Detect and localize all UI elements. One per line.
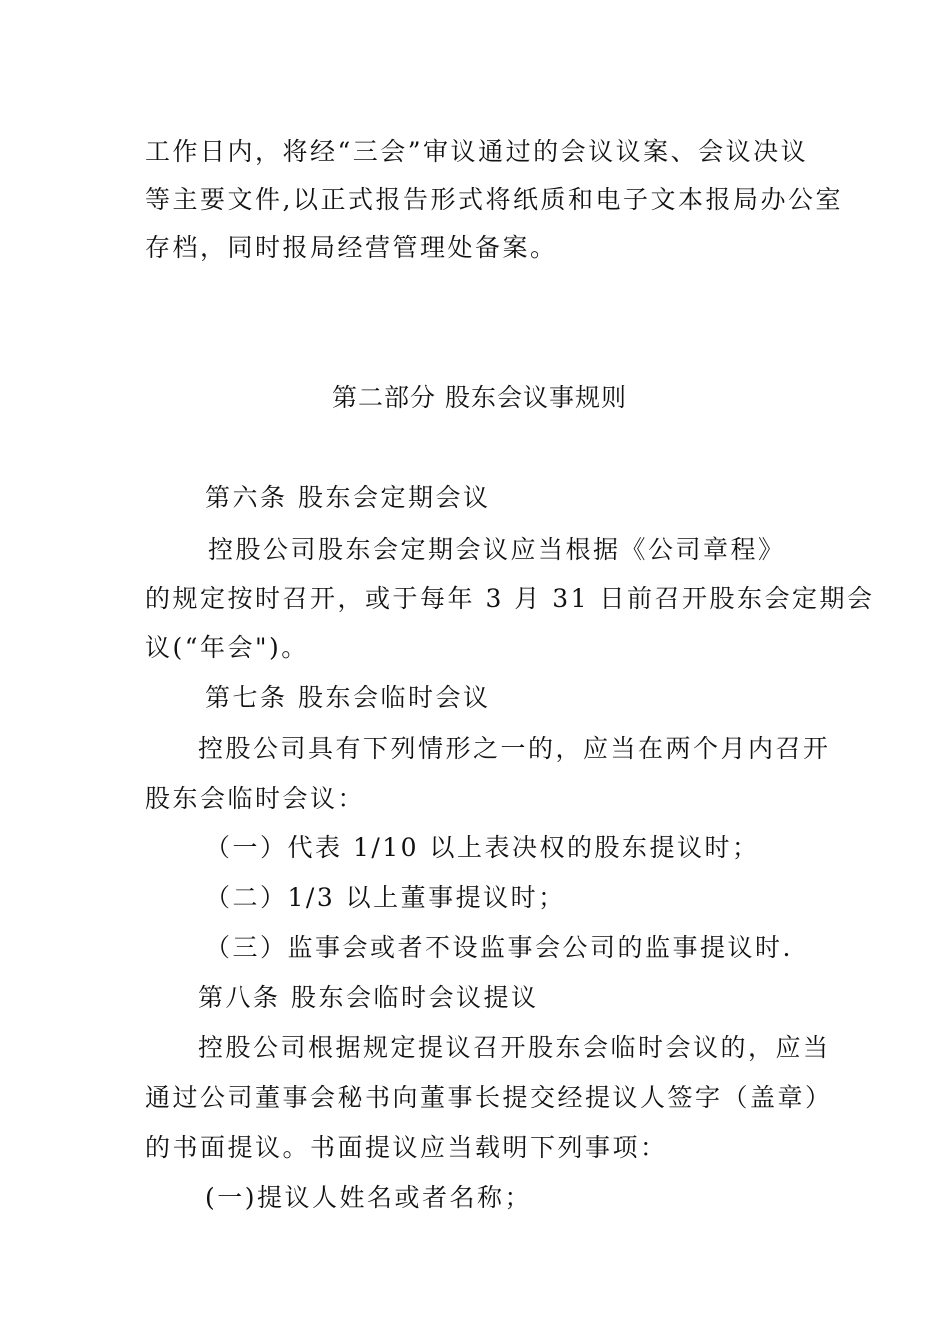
body-text-line: 的规定按时召开，或于每年 3 月 31 日前召开股东会定期会 [145,584,875,613]
list-item: （二）1/3 以上董事提议时； [205,883,566,912]
section-heading: 第二部分 股东会议事规则 [332,383,627,412]
list-item: (一)提议人姓名或者名称； [205,1183,533,1212]
article-title: 第八条 股东会临时会议提议 [198,983,539,1012]
article-title: 第七条 股东会临时会议 [205,683,491,712]
body-text-line: 的书面提议。书面提议应当载明下列事项： [145,1133,668,1162]
body-text-line: 控股公司具有下列情形之一的，应当在两个月内召开 [198,734,831,763]
body-text-line: 控股公司根据规定提议召开股东会临时会议的，应当 [198,1033,831,1062]
article-title: 第六条 股东会定期会议 [205,483,491,512]
list-item: （三）监事会或者不设监事会公司的监事提议时. [205,933,793,962]
body-text-line: 议(“年会")。 [145,633,309,662]
body-text-line: 控股公司股东会定期会议应当根据《公司章程》 [208,535,786,564]
body-text-line: 通过公司董事会秘书向董事长提交经提议人签字（盖章） [145,1083,833,1112]
body-text-line: 存档，同时报局经营管理处备案。 [145,233,558,262]
body-text-line: 工作日内，将经“三会”审议通过的会议议案、会议决议 [145,137,809,166]
body-text-line: 股东会临时会议： [145,784,366,813]
list-item: （一）代表 1/10 以上表决权的股东提议时； [205,833,760,862]
body-text-line: 等主要文件,以正式报告形式将纸质和电子文本报局办公室 [145,185,843,214]
